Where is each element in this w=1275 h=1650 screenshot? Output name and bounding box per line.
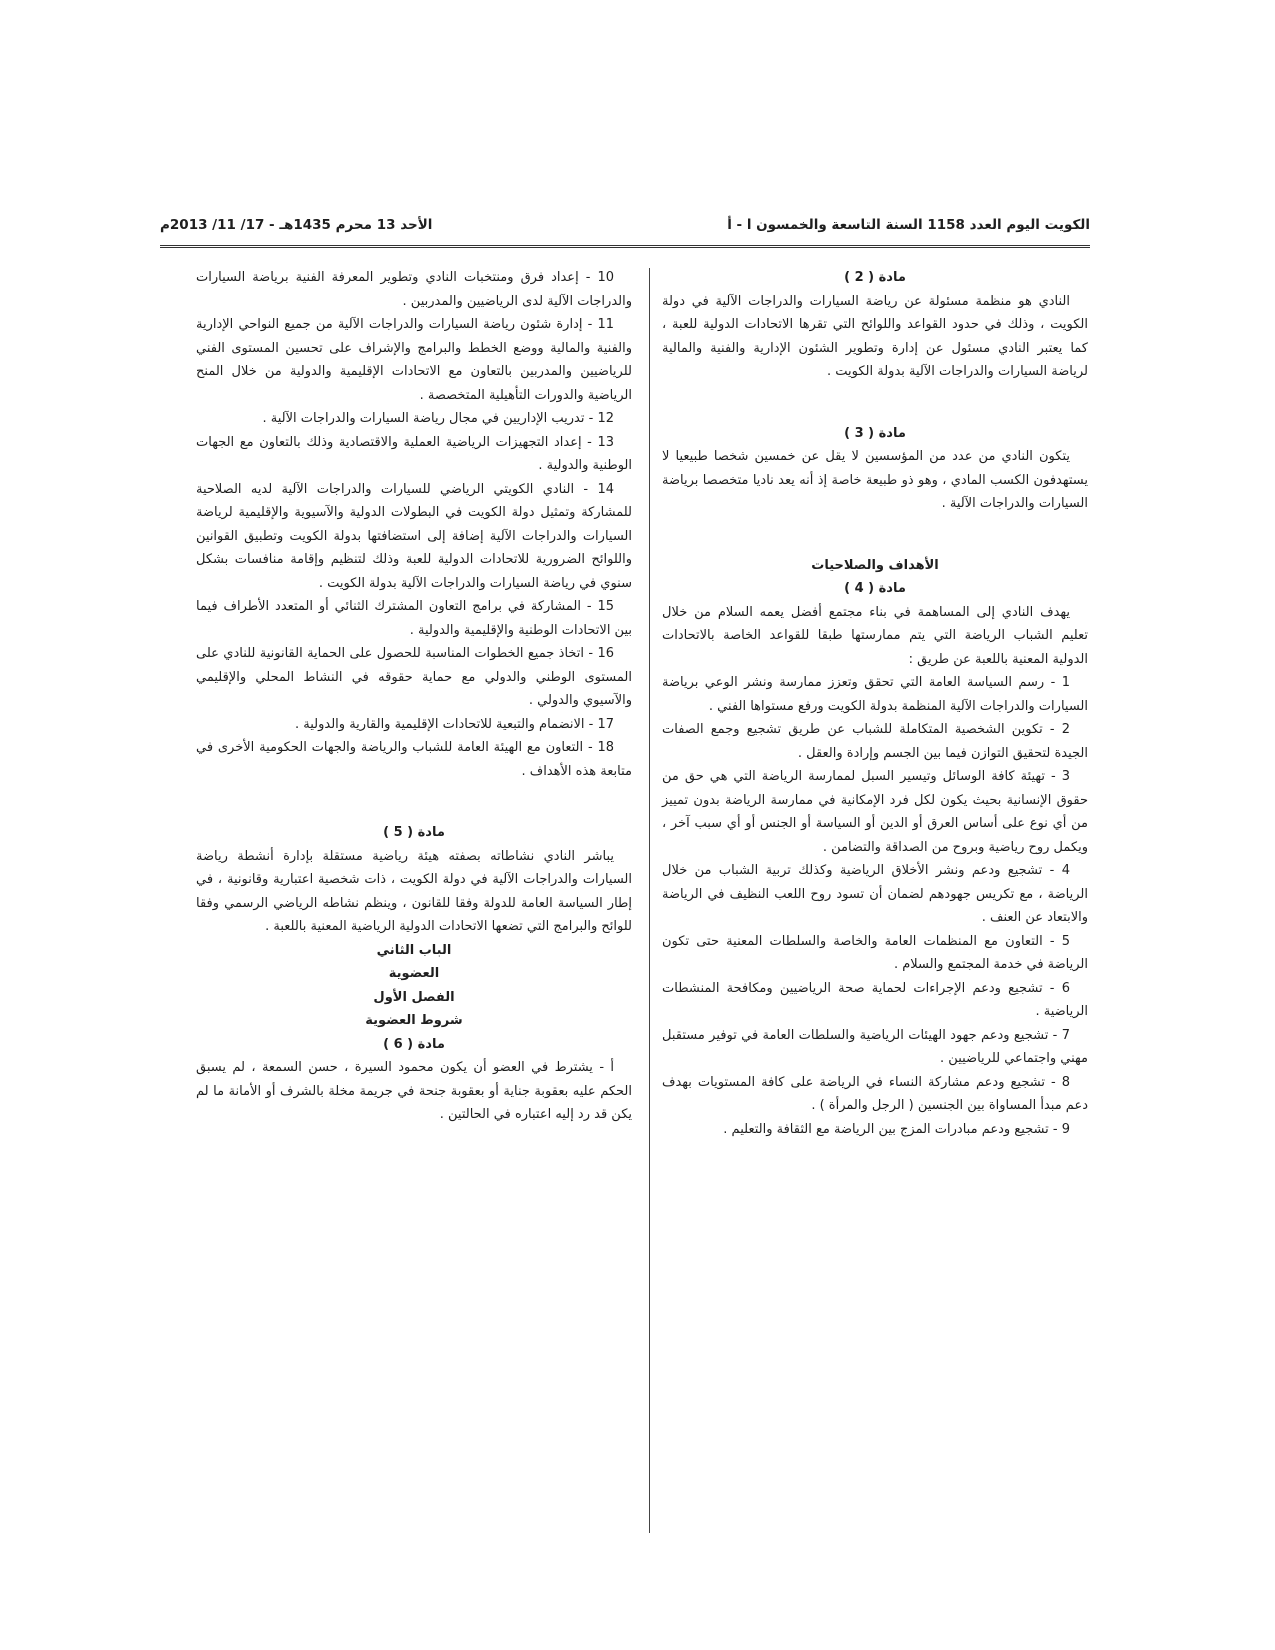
- list-item: 11 - إدارة شئون رياضة السيارات والدراجات الآلية من جميع النواحي الإدارية والفنية والمالية ووضع الخطط والبرامج والإشراف على تحسين المستوى الفني للرياضيين والمدربين بالتعاون مع الاتحادات الإقليمية والدولية من خلال المنح الرياضية والدورات التأهيلية المتخصصة .: [196, 317, 632, 403]
- list-item: 17 - الانضمام والتبعية للاتحادات الإقليمية والقارية والدولية .: [295, 716, 614, 732]
- list-item: 6 - تشجيع ودعم الإجراءات لحماية صحة الرياضيين ومكافحة المنشطات الرياضية .: [662, 980, 1088, 1019]
- list-item: 12 - تدريب الإداريين في مجال رياضة السيارات والدراجات الآلية .: [262, 411, 614, 426]
- list-item: 9 - تشجيع ودعم مبادرات المزج بين الرياضة مع الثقافة والتعليم .: [723, 1121, 1070, 1137]
- list-item: 5 - التعاون مع المنظمات العامة والخاصة والسلطات المعنية حتى تكون الرياضة في خدمة المجتمع والسلام .: [662, 933, 1088, 972]
- header-issue-info: الكويت اليوم العدد 1158 السنة التاسعة والخمسون ا - أ: [727, 217, 1090, 233]
- article-5-text: يباشر النادي نشاطاته بصفته هيئة رياضية مستقلة بإدارة أنشطة رياضة السيارات والدراجات الآلية في دولة الكويت ، ذات شخصية اعتبارية وقانونية ، في إطار السياسة العامة للدولة وفقا للقانون ، وينظم نشاطه الرياضي الرسمي وفقا للوائح والبرامج التي تضعها الاتحادات الدولية الرياضية المعنية باللعبة .: [196, 848, 632, 934]
- list-item: 1 - رسم السياسة العامة التي تحقق وتعزز ممارسة ونشر الوعي برياضة السيارات والدراجات الآلية المنظمة بدولة الكويت ورفع مستواها الفني .: [662, 675, 1088, 714]
- left-column: [196, 266, 632, 1127]
- membership-conditions-title: شروط العضوية: [365, 1013, 463, 1028]
- right-column: [662, 266, 1088, 1141]
- article-3-text: يتكون النادي من عدد من المؤسسين لا يقل عن خمسين شخصا طبيعيا لا يستهدفون الكسب المادي ، وهو ذو طبيعة خاصة إذ أنه يعد ناديا متخصصا برياضة السيارات والدراجات الآلية .: [662, 449, 1088, 511]
- list-item: 4 - تشجيع ودعم ونشر الأخلاق الرياضية وكذلك تربية الشباب من خلال الرياضة ، مع تكريس جهودهم لضمان أن تسود روح اللعب النظيف في الرياضة والابتعاد عن العنف .: [662, 863, 1088, 925]
- header-date: الأحد 13 محرم 1435هـ - 17/ 11/ 2013م: [160, 217, 433, 233]
- article-4-intro: يهدف النادي إلى المساهمة في بناء مجتمع أفضل يعمه السلام من خلال تعليم الشباب الرياضة التي يتم ممارستها طبقا للقواعد الخاصة بالاتحادات الدولية المعنية باللعبة عن طريق :: [662, 604, 1088, 667]
- list-item: 3 - تهيئة كافة الوسائل وتيسير السبل لممارسة الرياضة التي هي حق من حقوق الإنسانية بحيث يكون لكل فرد الإمكانية في ممارسة الرياضة بدون تمييز من أي نوع على أساس العرق أو الدين أو السياسة أو الجنس أو أي سبب آخر ، ويكمل روح رياضية وبروح من الصداقة والتضامن .: [662, 769, 1088, 855]
- page-header: [160, 214, 1090, 236]
- section-1-title: الفصل الأول: [373, 989, 455, 1005]
- list-item: 15 - المشاركة في برامج التعاون المشترك الثنائي أو المتعدد الأطراف فيما بين الاتحادات الوطنية والإقليمية والدولية .: [196, 599, 632, 638]
- article-6-title: مادة ( 6 ): [383, 1036, 445, 1052]
- section-title: الأهداف والصلاحيات: [811, 557, 939, 573]
- article-2-text: النادي هو منظمة مسئولة عن رياضة السيارات والدراجات الآلية في دولة الكويت ، وذلك في حدود القواعد واللوائح التي تقرها الاتحادات الدولية للعبة ، كما يعتبر النادي مسئول عن إدارة وتطوير الشئون الإدارية والفنية والمالية لرياضة السيارات والدراجات الآلية بدولة الكويت .: [662, 293, 1088, 379]
- list-item: 7 - تشجيع ودعم جهود الهيئات الرياضية والسلطات العامة في توفير مستقبل مهني واجتماعي للرياضيين .: [662, 1027, 1088, 1066]
- membership-title: العضوية: [388, 966, 440, 981]
- list-item: 18 - التعاون مع الهيئة العامة للشباب والرياضة والجهات الحكومية الأخرى في متابعة هذه الأهداف .: [196, 740, 632, 779]
- header-rule: [160, 245, 1090, 248]
- list-item: 8 - تشجيع ودعم مشاركة النساء في الرياضة على كافة المستويات بهدف دعم مبدأ المساواة بين الجنسين ( الرجل والمرأة ) .: [662, 1074, 1088, 1113]
- list-item: 10 - إعداد فرق ومنتخبات النادي وتطوير المعرفة الفنية برياضة السيارات والدراجات الآلية لدى الرياضيين والمدربين .: [196, 270, 632, 309]
- column-divider: [649, 268, 650, 1533]
- list-item: 14 - النادي الكويتي الرياضي للسيارات والدراجات الآلية لديه الصلاحية للمشاركة وتمثيل دولة الكويت في البطولات الدولية والآسيوية والإقليمية لرياضة السيارات والدراجات الآلية إضافة إلى استضافتها بدولة الكويت وتطبيق القوانين واللوائح الضرورية للاتحادات الدولية للعبة وذلك لتنظيم وإقامة منافسات بشكل سنوي في رياضة السيارات والدراجات الآلية بدولة الكويت .: [196, 481, 632, 591]
- list-item: 2 - تكوين الشخصية المتكاملة للشباب عن طريق تشجيع وجمع الصفات الجيدة لتحقيق التوازن فيما بين الجسم وإرادة والعقل .: [662, 722, 1088, 761]
- article-2-title: مادة ( 2 ): [844, 270, 906, 285]
- list-item: 16 - اتخاذ جميع الخطوات المناسبة للحصول على الحماية القانونية للنادي على المستوى الوطني والدولي مع حماية حقوقه في النشاط المحلي والإقليمي والآسيوي والدولي .: [196, 646, 632, 708]
- list-item: 13 - إعداد التجهيزات الرياضية العملية والاقتصادية وذلك بالتعاون مع الجهات الوطنية والدولية .: [196, 434, 632, 473]
- article-6-text: أ - يشترط في العضو أن يكون محمود السيرة ، حسن السمعة ، لم يسبق الحكم عليه بعقوبة جناية أو بعقوبة جنحة في جريمة مخلة بالشرف أو الأمانة ما لم يكن قد رد إليه اعتباره في الحالتين .: [196, 1060, 632, 1122]
- chapter-title: الباب الثاني: [376, 942, 452, 958]
- article-5-title: مادة ( 5 ): [383, 825, 445, 840]
- article-3-title: مادة ( 3 ): [844, 425, 906, 441]
- article-4-title: مادة ( 4 ): [844, 581, 906, 596]
